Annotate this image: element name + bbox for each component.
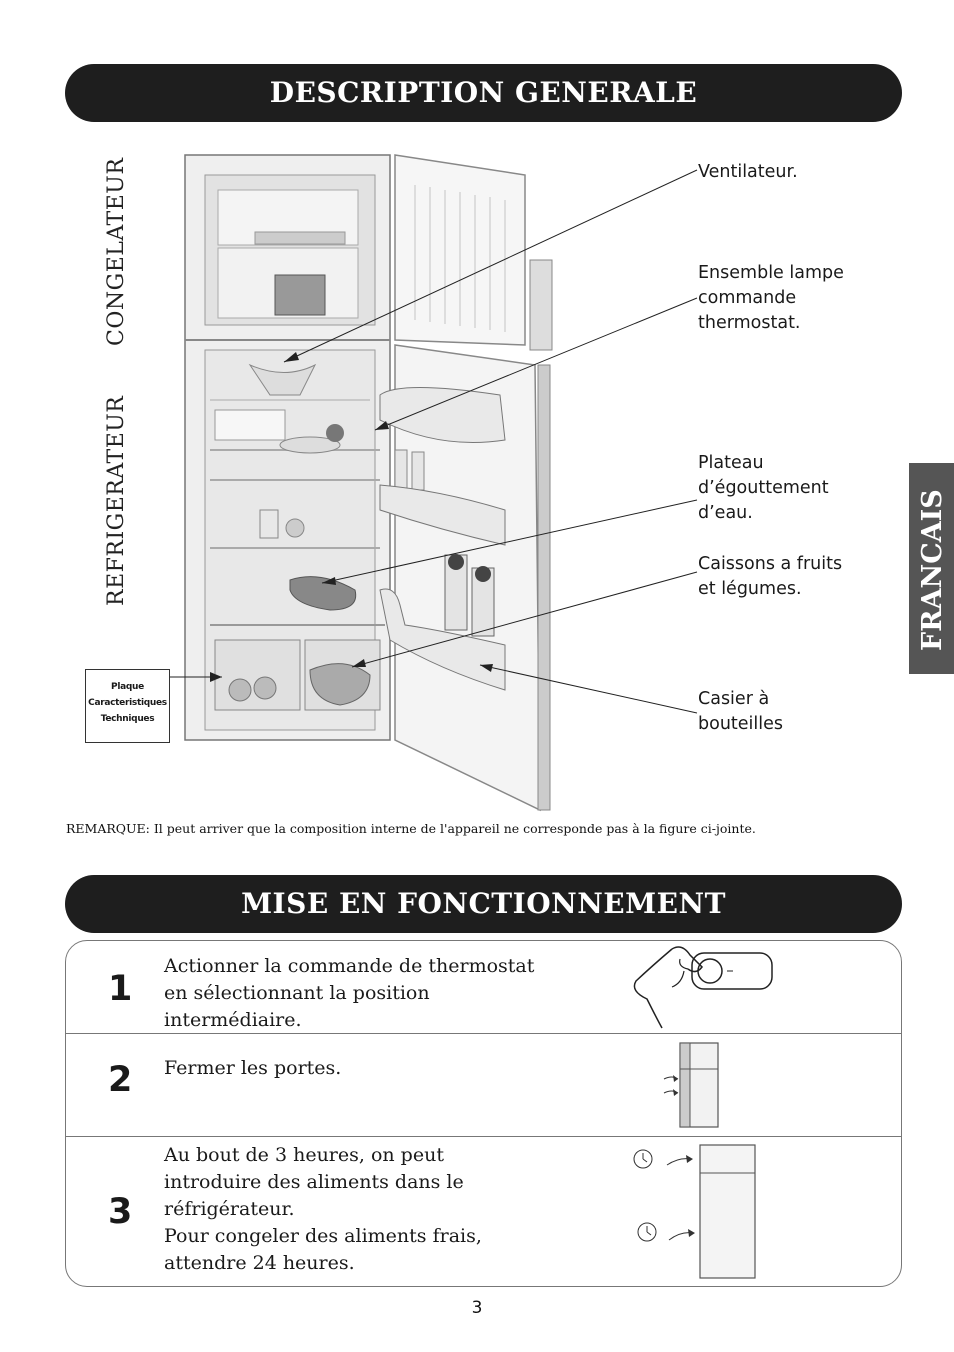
remarque-note: REMARQUE: Il peut arriver que la composition interne de l'appareil ne corresponde pas à la figure ci-jointe. — [66, 821, 756, 836]
closed-fridge-icon — [660, 1037, 730, 1132]
step-row — [66, 941, 901, 1034]
step-text: Au bout de 3 heures, on peut introduire des aliments dans le réfrigérateur. Pour congeler des aliments frais, attendre 24 heures. — [164, 1144, 482, 1274]
callout-lampe-thermostat: Ensemble lampe commande thermostat. — [698, 263, 844, 333]
callout-plateau: Plateau d’égouttement d’eau. — [698, 453, 829, 523]
step-row — [66, 1034, 901, 1137]
label-congelateur: CONGELATEUR — [104, 157, 129, 346]
callout-caissons: Caissons a fruits et légumes. — [698, 554, 843, 599]
fridge-illustration — [180, 150, 580, 815]
thermostat-knob-icon — [622, 941, 782, 1031]
step-number: 3 — [108, 1192, 133, 1232]
section-title-mise-en-fonctionnement: MISE EN FONCTIONNEMENT — [65, 875, 902, 933]
plaque-caracteristiques-label: Plaque Caracteristiques Techniques — [85, 669, 170, 743]
language-tab — [909, 463, 954, 674]
clock-fridge-icon — [631, 1143, 761, 1283]
language-tab-label: FRANCAIS — [917, 489, 948, 651]
page-number: 3 — [471, 1298, 483, 1318]
callout-casier: Casier à bouteilles — [698, 689, 784, 734]
label-refrigerateur: REFRIGERATEUR — [104, 395, 129, 606]
step-number: 2 — [108, 1060, 133, 1100]
step-text: Fermer les portes. — [164, 1057, 342, 1079]
step-row — [66, 1137, 901, 1287]
step-text: Actionner la commande de thermostat en sélectionnant la position intermédiaire. — [164, 955, 535, 1031]
section-title-description: DESCRIPTION GENERALE — [65, 64, 902, 122]
step-number: 1 — [108, 969, 133, 1009]
steps-table — [65, 940, 902, 1287]
callout-ventilateur: Ventilateur. — [698, 162, 798, 182]
